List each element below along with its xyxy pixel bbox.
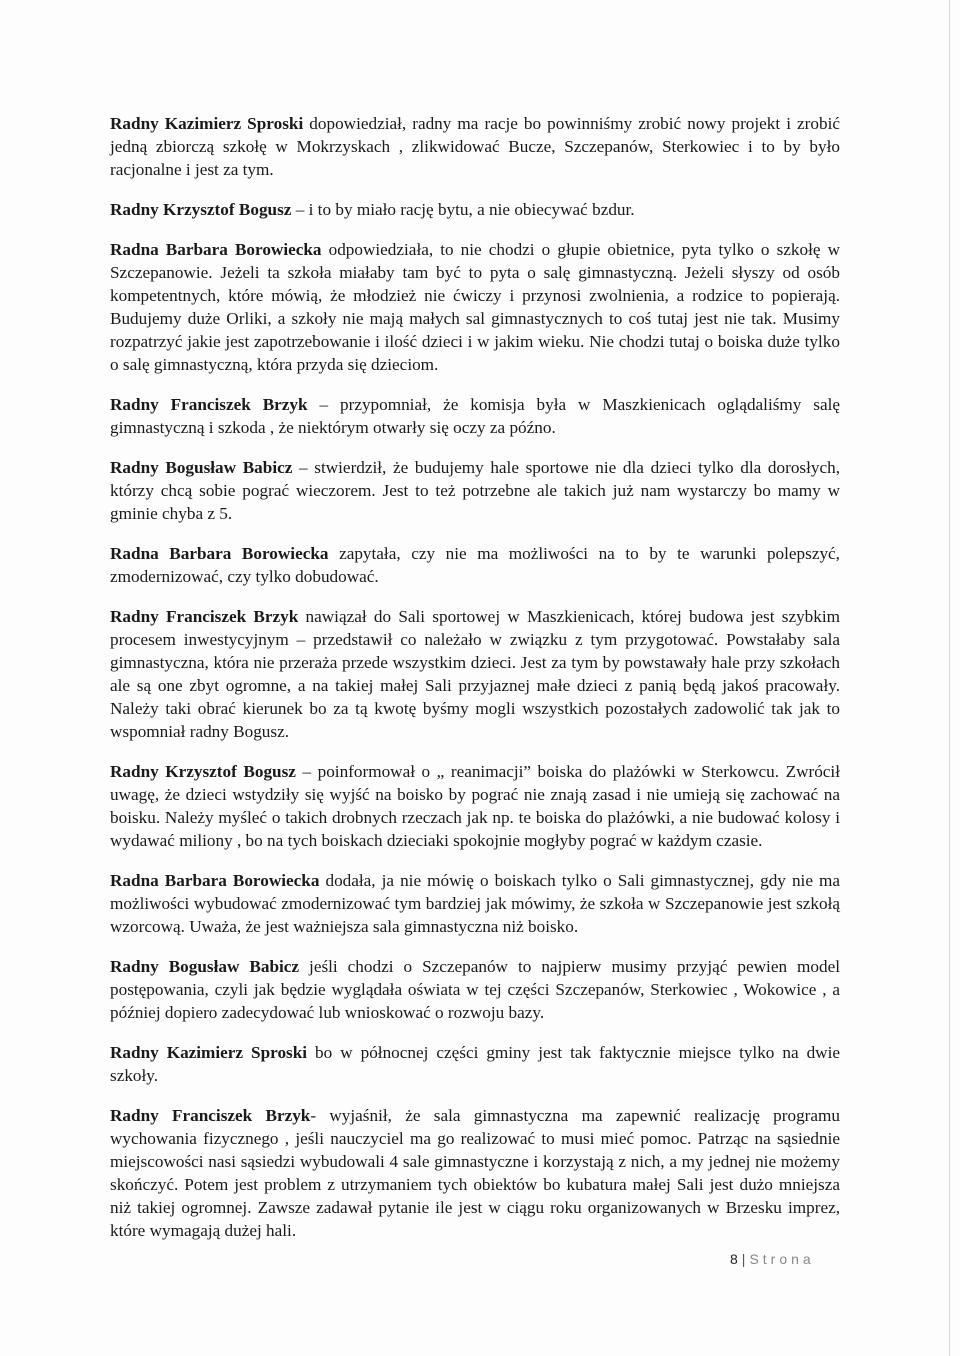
paragraph-text: zapytała, czy nie ma możliwości na to by te warunki polepszyć, zmodernizować, czy tylko dobudować. xyxy=(110,544,840,586)
speaker-name: Radny Krzysztof Bogusz xyxy=(110,762,296,781)
speaker-name: Radny Kazimierz Sproski xyxy=(110,114,304,133)
speaker-name: Radny Kazimierz Sproski xyxy=(110,1043,308,1062)
paragraph xyxy=(110,955,840,1024)
paragraph xyxy=(110,1041,840,1087)
paragraph-text: bo w północnej części gminy jest tak faktycznie miejsce tylko na dwie szkoły. xyxy=(110,1043,840,1085)
paragraph-text: - wyjaśnił, że sala gimnastyczna ma zapewnić realizację programu wychowania fizycznego , jeśli nauczyciel ma go realizować to musi mieć pomoc. Patrząc na sąsiednie miejscowości nasi sąsiedzi wybudowali 4 sale gimnastyczne i korzystają z nich, a my jednej nie możemy skończyć. Potem jest problem z utrzymaniem tych obiektów bo kubatura małej Sali jest dużo mniejsza niż takiej ogromnej. Zawsze zadawał pytanie ile jest w ciągu roku organizowanych w Brzesku imprez, które wymagają dużej hali. xyxy=(110,1106,840,1240)
speaker-name: Radna Barbara Borowiecka xyxy=(110,544,329,563)
speaker-name: Radny Bogusław Babicz xyxy=(110,458,293,477)
speaker-name: Radny Franciszek Brzyk xyxy=(110,395,308,414)
paragraph-text: nawiązał do Sali sportowej w Maszkienicach, której budowa jest szybkim procesem inwestycyjnym – przedstawił co należało w związku z tym przygotować. Powstałaby sala gimnastyczna, która nie przeraża przede wszystkim dzieci. Jest za tym by powstawały hale przy szkołach ale są one zbyt ogromne, a na takiej małej Sali przyjaznej małe dzieci z panią będą jakoś pracowały. Należy taki obrać kierunek bo za tą kwotę byśmy mogli wszystkich pozostałych zadowolić tak jak to wspomniał radny Bogusz. xyxy=(110,607,841,741)
paragraph-text: dopowiedział, radny ma racje bo powinniśmy zrobić nowy projekt i zrobić jedną zbiorczą szkołę w Mokrzyskach , zlikwidować Bucze, Szczepanów, Sterkowiec i to by było racjonalne i jest za tym. xyxy=(110,114,840,179)
speaker-name: Radny Franciszek Brzyk xyxy=(110,1106,311,1125)
paragraph-text: – poinformował o „ reanimacji” boiska do plażówki w Sterkowcu. Zwrócił uwagę, że dzieci wstydziły się wyjść na boisko by pograć nie znają zasad i nie umieją się zachować na boisku. Należy myśleć o takich drobnych rzeczach jak np. te boiska do plażówki, a nie budować kolosy i wydawać miliony , bo na tych boiskach dzieciaki spokojnie mogłyby pograć w każdym czasie. xyxy=(110,762,840,850)
paragraph xyxy=(110,760,840,852)
paragraph-text: dodała, ja nie mówię o boiskach tylko o Sali gimnastycznej, gdy nie ma możliwości wybudować zmodernizować tym bardziej jak mówimy, że szkoła w Szczepanowie jest szkołą wzorcową. Uważa, że jest ważniejsza sala gimnastyczna niż boisko. xyxy=(110,871,840,936)
paragraph xyxy=(110,542,840,588)
paragraph-text: odpowiedziała, to nie chodzi o głupie obietnice, pyta tylko o szkołę w Szczepanowie. Jeżeli ta szkoła miałaby tam być to pyta o salę gimnastyczną. Jeżeli słyszy od osób kompetentnych, które mówią, że młodzież nie ćwiczy i przynosi zwolnienia, a rodzice to popierają. Budujemy duże Orliki, a szkoły nie mają małych sal gimnastycznych to coś tutaj jest nie tak. Musimy rozpatrzyć jakie jest zapotrzebowanie i ilość dzieci i w jakim wieku. Nie chodzi tutaj o boiska duże tylko o salę gimnastyczną, która przyda się dzieciom. xyxy=(110,240,840,374)
paragraph-text: – przypomniał, że komisja była w Maszkienicach oglądaliśmy salę gimnastyczną i szkoda , że niektórym otwarły się oczy za późno. xyxy=(110,395,840,437)
paragraph xyxy=(110,238,840,376)
page-footer xyxy=(730,1251,815,1267)
paragraph xyxy=(110,112,840,181)
paragraph xyxy=(110,198,840,221)
scan-edge-line xyxy=(949,0,950,1356)
paragraph-text: – stwierdził, że budujemy hale sportowe nie dla dzieci tylko dla dorosłych, którzy chcą sobie pograć wieczorem. Jest to też potrzebne ale takich już nam wystarczy bo mamy w gminie chyba z 5. xyxy=(110,458,841,523)
paragraph xyxy=(110,393,840,439)
footer-separator: | xyxy=(741,1251,746,1267)
document-body xyxy=(110,112,840,1259)
paragraph xyxy=(110,456,840,525)
footer-label: Strona xyxy=(749,1251,815,1267)
paragraph-text: jeśli chodzi o Szczepanów to najpierw musimy przyjąć pewien model postępowania, czyli jak będzie wyglądała oświata w tej części Szczepanów, Sterkowiec , Wokowice , a później dopiero zadecydować lub wnioskować o rozwoju bazy. xyxy=(110,957,840,1022)
paragraph-text: – i to by miało rację bytu, a nie obiecywać bzdur. xyxy=(291,200,635,219)
paragraph xyxy=(110,869,840,938)
speaker-name: Radna Barbara Borowiecka xyxy=(110,871,320,890)
speaker-name: Radny Franciszek Brzyk xyxy=(110,607,299,626)
page-number: 8 xyxy=(730,1251,738,1267)
speaker-name: Radna Barbara Borowiecka xyxy=(110,240,322,259)
speaker-name: Radny Bogusław Babicz xyxy=(110,957,300,976)
paragraph xyxy=(110,1104,840,1242)
speaker-name: Radny Krzysztof Bogusz xyxy=(110,200,292,219)
paragraph xyxy=(110,605,840,743)
